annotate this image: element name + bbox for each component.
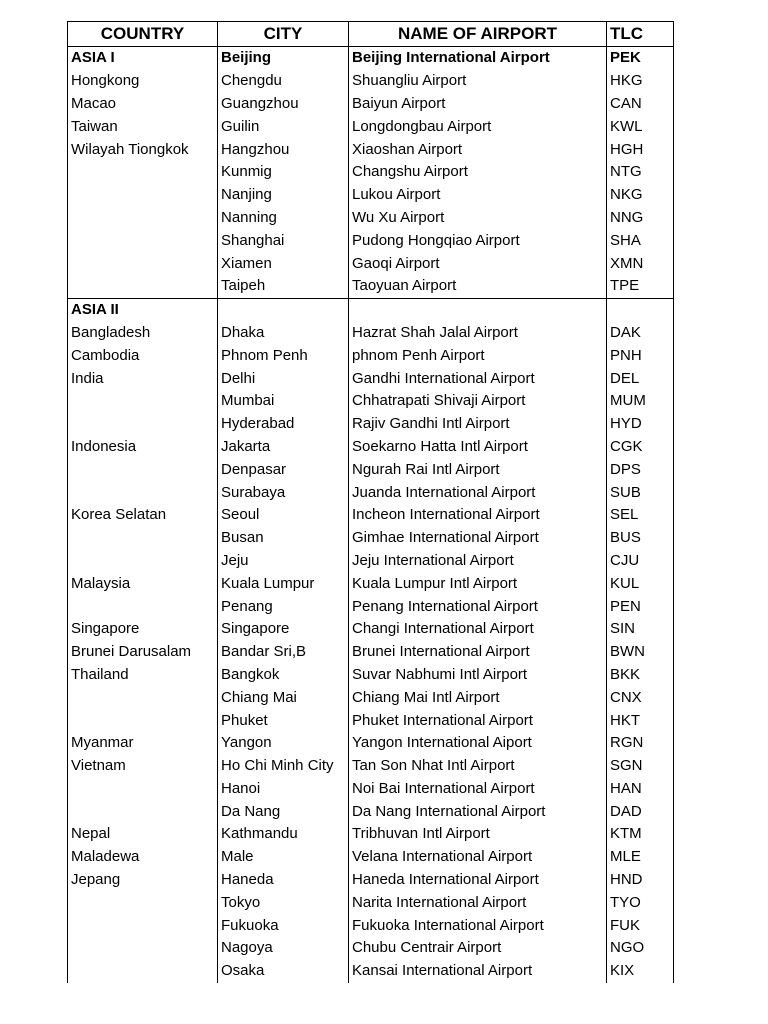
country-cell (68, 390, 218, 413)
tlc-cell: HGH (607, 138, 674, 161)
tlc-cell: DAK (607, 322, 674, 345)
city-cell (218, 298, 349, 321)
table-row (68, 436, 674, 459)
airport-cell (349, 298, 607, 321)
city-cell: Guilin (218, 115, 349, 138)
airport-cell: Suvar Nabhumi Intl Airport (349, 664, 607, 687)
table-row (68, 527, 674, 550)
table-row (68, 664, 674, 687)
airport-cell: Fukuoka International Airport (349, 914, 607, 937)
country-cell (68, 481, 218, 504)
airport-cell: Changshu Airport (349, 161, 607, 184)
country-cell: ASIA II (68, 298, 218, 321)
tlc-cell: HAN (607, 778, 674, 801)
country-cell (68, 595, 218, 618)
city-cell: Bangkok (218, 664, 349, 687)
table-row (68, 914, 674, 937)
country-cell (68, 800, 218, 823)
country-cell: Malaysia (68, 572, 218, 595)
city-cell: Ho Chi Minh City (218, 755, 349, 778)
table-row (68, 184, 674, 207)
tlc-cell: XMN (607, 252, 674, 275)
city-cell: Beijing (218, 47, 349, 70)
table-row (68, 322, 674, 345)
airport-column-header: NAME OF AIRPORT (349, 22, 607, 47)
country-cell (68, 778, 218, 801)
table-row (68, 572, 674, 595)
country-cell (68, 550, 218, 573)
tlc-column-header: TLC (607, 22, 674, 47)
tlc-cell: TPE (607, 275, 674, 298)
table-row (68, 800, 674, 823)
airport-cell: Juanda International Airport (349, 481, 607, 504)
header-row (68, 22, 674, 47)
country-cell (68, 686, 218, 709)
table-row (68, 252, 674, 275)
tlc-cell: DAD (607, 800, 674, 823)
airport-cell: Narita International Airport (349, 891, 607, 914)
airport-cell: Beijing International Airport (349, 47, 607, 70)
airport-cell: Gandhi International Airport (349, 367, 607, 390)
city-cell: Kathmandu (218, 823, 349, 846)
city-cell: Singapore (218, 618, 349, 641)
city-cell: Male (218, 846, 349, 869)
country-cell (68, 709, 218, 732)
tlc-cell: SEL (607, 504, 674, 527)
table-row (68, 823, 674, 846)
city-cell: Nanjing (218, 184, 349, 207)
city-column-header: CITY (218, 22, 349, 47)
airport-cell: Baiyun Airport (349, 93, 607, 116)
country-cell: Indonesia (68, 436, 218, 459)
tlc-cell (607, 298, 674, 321)
table-row (68, 504, 674, 527)
country-cell: Vietnam (68, 755, 218, 778)
airport-cell: Noi Bai International Airport (349, 778, 607, 801)
airport-cell: Rajiv Gandhi Intl Airport (349, 413, 607, 436)
tlc-cell: KWL (607, 115, 674, 138)
city-cell: Nanning (218, 207, 349, 230)
city-cell: Mumbai (218, 390, 349, 413)
country-cell: Thailand (68, 664, 218, 687)
table-row (68, 70, 674, 93)
tlc-cell: CJU (607, 550, 674, 573)
table-row (68, 458, 674, 481)
city-cell: Hyderabad (218, 413, 349, 436)
country-cell (68, 252, 218, 275)
tlc-cell: NKG (607, 184, 674, 207)
airport-cell: Kansai International Airport (349, 960, 607, 983)
country-cell (68, 413, 218, 436)
airport-cell: Chiang Mai Intl Airport (349, 686, 607, 709)
city-cell: Penang (218, 595, 349, 618)
country-cell (68, 184, 218, 207)
tlc-cell: HKG (607, 70, 674, 93)
country-cell (68, 960, 218, 983)
airport-cell: Xiaoshan Airport (349, 138, 607, 161)
airport-cell: Chhatrapati Shivaji Airport (349, 390, 607, 413)
city-cell: Phuket (218, 709, 349, 732)
airport-cell: Taoyuan Airport (349, 275, 607, 298)
table-row (68, 550, 674, 573)
country-cell (68, 229, 218, 252)
table-row (68, 481, 674, 504)
table-row (68, 344, 674, 367)
city-cell: Surabaya (218, 481, 349, 504)
country-cell: Jepang (68, 869, 218, 892)
tlc-cell: PNH (607, 344, 674, 367)
airport-cell: Tribhuvan Intl Airport (349, 823, 607, 846)
country-column-header: COUNTRY (68, 22, 218, 47)
tlc-cell: FUK (607, 914, 674, 937)
table-row (68, 709, 674, 732)
city-cell: Haneda (218, 869, 349, 892)
city-cell: Da Nang (218, 800, 349, 823)
airport-cell: Jeju International Airport (349, 550, 607, 573)
table-row (68, 275, 674, 298)
city-cell: Seoul (218, 504, 349, 527)
airport-cell: Ngurah Rai Intl Airport (349, 458, 607, 481)
table-row (68, 641, 674, 664)
city-cell: Jakarta (218, 436, 349, 459)
tlc-cell: KUL (607, 572, 674, 595)
country-cell: Nepal (68, 823, 218, 846)
city-cell: Tokyo (218, 891, 349, 914)
airport-cell: Gaoqi Airport (349, 252, 607, 275)
city-cell: Taipeh (218, 275, 349, 298)
tlc-cell: HKT (607, 709, 674, 732)
city-cell: Dhaka (218, 322, 349, 345)
country-cell (68, 161, 218, 184)
city-cell: Xiamen (218, 252, 349, 275)
airport-cell: Incheon International Airport (349, 504, 607, 527)
tlc-cell: SHA (607, 229, 674, 252)
airport-cell: Kuala Lumpur Intl Airport (349, 572, 607, 595)
tlc-cell: TYO (607, 891, 674, 914)
airport-cell: Tan Son Nhat Intl Airport (349, 755, 607, 778)
country-cell: Taiwan (68, 115, 218, 138)
airport-cell: phnom Penh Airport (349, 344, 607, 367)
country-cell (68, 275, 218, 298)
table-row (68, 161, 674, 184)
city-cell: Chiang Mai (218, 686, 349, 709)
country-cell: Cambodia (68, 344, 218, 367)
city-cell: Jeju (218, 550, 349, 573)
table-row (68, 413, 674, 436)
table-row (68, 47, 674, 70)
airport-cell: Hazrat Shah Jalal Airport (349, 322, 607, 345)
country-cell (68, 937, 218, 960)
city-cell: Denpasar (218, 458, 349, 481)
airport-table (67, 21, 674, 983)
airport-cell: Da Nang International Airport (349, 800, 607, 823)
table-row (68, 367, 674, 390)
table-row (68, 960, 674, 983)
airport-cell: Changi International Airport (349, 618, 607, 641)
tlc-cell: BKK (607, 664, 674, 687)
country-cell: Hongkong (68, 70, 218, 93)
table-row (68, 595, 674, 618)
city-cell: Yangon (218, 732, 349, 755)
airport-cell: Soekarno Hatta Intl Airport (349, 436, 607, 459)
table-row (68, 732, 674, 755)
country-cell: Macao (68, 93, 218, 116)
city-cell: Kuala Lumpur (218, 572, 349, 595)
tlc-cell: CAN (607, 93, 674, 116)
country-cell: India (68, 367, 218, 390)
table-row (68, 298, 674, 321)
city-cell: Nagoya (218, 937, 349, 960)
tlc-cell: DEL (607, 367, 674, 390)
city-cell: Fukuoka (218, 914, 349, 937)
tlc-cell: BWN (607, 641, 674, 664)
country-cell (68, 458, 218, 481)
tlc-cell: MUM (607, 390, 674, 413)
tlc-cell: MLE (607, 846, 674, 869)
tlc-cell: DPS (607, 458, 674, 481)
table-row (68, 115, 674, 138)
country-cell: Singapore (68, 618, 218, 641)
city-cell: Shanghai (218, 229, 349, 252)
airport-cell: Penang International Airport (349, 595, 607, 618)
airport-cell: Wu Xu Airport (349, 207, 607, 230)
tlc-cell: NTG (607, 161, 674, 184)
airport-cell: Chubu Centrair Airport (349, 937, 607, 960)
tlc-cell: PEN (607, 595, 674, 618)
city-cell: Hangzhou (218, 138, 349, 161)
country-cell: Maladewa (68, 846, 218, 869)
table-row (68, 778, 674, 801)
table-body (68, 47, 674, 983)
city-cell: Chengdu (218, 70, 349, 93)
tlc-cell: RGN (607, 732, 674, 755)
tlc-cell: SIN (607, 618, 674, 641)
tlc-cell: KTM (607, 823, 674, 846)
airport-cell: Phuket International Airport (349, 709, 607, 732)
tlc-cell: SGN (607, 755, 674, 778)
airport-cell: Yangon International Aiport (349, 732, 607, 755)
airport-cell: Brunei International Airport (349, 641, 607, 664)
country-cell (68, 207, 218, 230)
airport-cell: Haneda International Airport (349, 869, 607, 892)
table-row (68, 93, 674, 116)
tlc-cell: HND (607, 869, 674, 892)
city-cell: Osaka (218, 960, 349, 983)
country-cell: Myanmar (68, 732, 218, 755)
table-row (68, 755, 674, 778)
table-row (68, 207, 674, 230)
table-row (68, 937, 674, 960)
country-cell: Wilayah Tiongkok (68, 138, 218, 161)
country-cell: ASIA I (68, 47, 218, 70)
city-cell: Delhi (218, 367, 349, 390)
airport-cell: Pudong Hongqiao Airport (349, 229, 607, 252)
city-cell: Busan (218, 527, 349, 550)
tlc-cell: CGK (607, 436, 674, 459)
country-cell: Bangladesh (68, 322, 218, 345)
airport-cell: Gimhae International Airport (349, 527, 607, 550)
tlc-cell: PEK (607, 47, 674, 70)
country-cell (68, 914, 218, 937)
tlc-cell: CNX (607, 686, 674, 709)
table-row (68, 390, 674, 413)
table-row (68, 138, 674, 161)
airport-cell: Velana International Airport (349, 846, 607, 869)
tlc-cell: KIX (607, 960, 674, 983)
country-cell (68, 891, 218, 914)
city-cell: Kunmig (218, 161, 349, 184)
table-row (68, 686, 674, 709)
table-row (68, 846, 674, 869)
city-cell: Hanoi (218, 778, 349, 801)
table-row (68, 229, 674, 252)
tlc-cell: NNG (607, 207, 674, 230)
tlc-cell: BUS (607, 527, 674, 550)
city-cell: Guangzhou (218, 93, 349, 116)
airport-cell: Shuangliu Airport (349, 70, 607, 93)
airport-cell: Longdongbau Airport (349, 115, 607, 138)
country-cell: Korea Selatan (68, 504, 218, 527)
airport-cell: Lukou Airport (349, 184, 607, 207)
city-cell: Phnom Penh (218, 344, 349, 367)
table-row (68, 891, 674, 914)
tlc-cell: NGO (607, 937, 674, 960)
country-cell (68, 527, 218, 550)
table-row (68, 618, 674, 641)
city-cell: Bandar Sri,B (218, 641, 349, 664)
table-row (68, 869, 674, 892)
country-cell: Brunei Darusalam (68, 641, 218, 664)
tlc-cell: SUB (607, 481, 674, 504)
tlc-cell: HYD (607, 413, 674, 436)
